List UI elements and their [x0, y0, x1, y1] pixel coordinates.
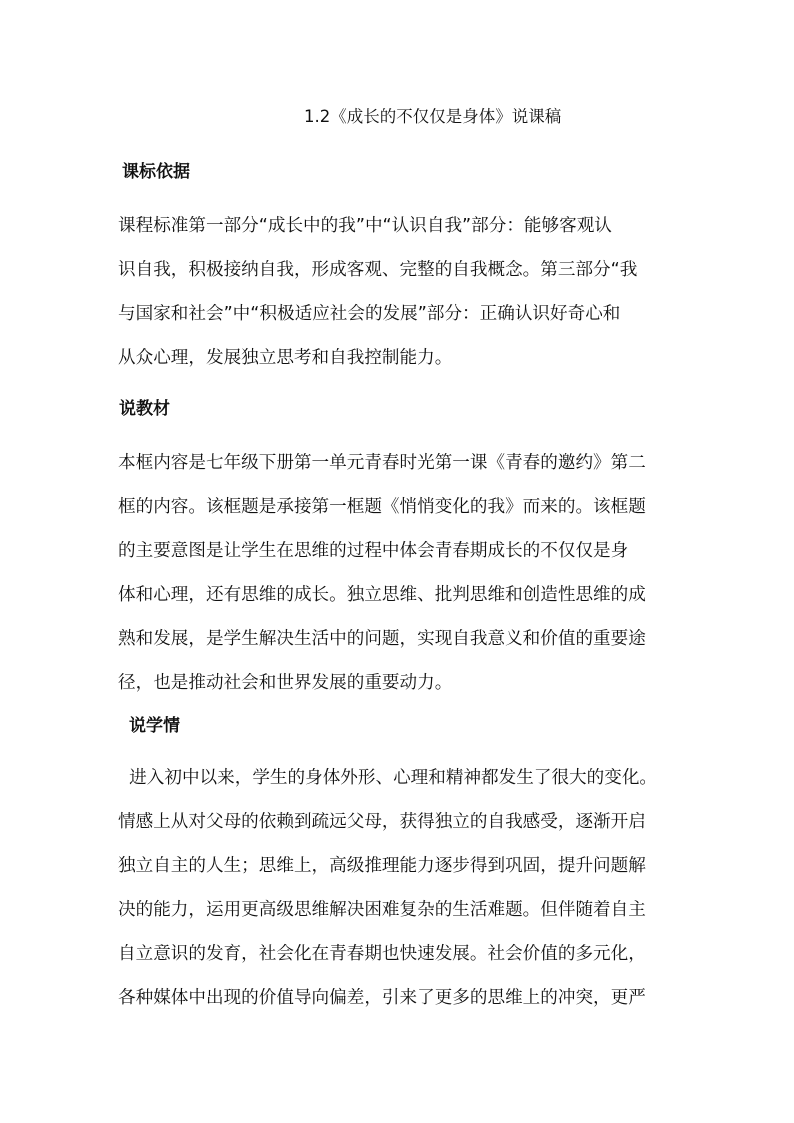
paragraph-line: 本框内容是七年级下册第一单元青春时光第一课《青春的邀约》第二 [118, 453, 646, 473]
paragraph-line: 的主要意图是让学生在思维的过程中体会青春期成长的不仅仅是身 [118, 541, 629, 561]
paragraph-line: 熟和发展，是学生解决生活中的问题，实现自我意义和价值的重要途 [118, 629, 646, 649]
section-body-curriculum-basis [118, 204, 688, 380]
section-heading-textbook: 说教材 [119, 399, 170, 419]
paragraph-line: 体和心理，还有思维的成长。独立思维、批判思维和创造性思维的成 [118, 585, 646, 605]
paragraph-line: 各种媒体中出现的价值导向偏差，引来了更多的思维上的冲突，更严 [118, 988, 646, 1008]
paragraph-line: 情感上从对父母的依赖到疏远父母，获得独立的自我感受，逐渐开启 [118, 812, 646, 832]
paragraph-line: 从众心理，发展独立思考和自我控制能力。 [118, 348, 453, 368]
section-heading-student-analysis: 说学情 [129, 716, 180, 736]
section-heading-curriculum-basis: 课标依据 [122, 162, 190, 182]
section-body-student-analysis [118, 756, 688, 1020]
paragraph-line: 进入初中以来，学生的身体外形、心理和精神都发生了很大的变化。 [118, 768, 658, 788]
paragraph-line: 与国家和社会”中“积极适应社会的发展”部分：正确认识好奇心和 [118, 304, 621, 324]
paragraph-line: 径，也是推动社会和世界发展的重要动力。 [118, 673, 453, 693]
document-title: 1.2《成长的不仅仅是身体》说课稿 [304, 107, 562, 126]
paragraph-line: 独立自主的人生；思维上，高级推理能力逐步得到巩固，提升问题解 [118, 856, 646, 876]
paragraph-line: 框的内容。该框题是承接第一框题《悄悄变化的我》而来的。该框题 [118, 497, 646, 517]
paragraph-line: 自立意识的发育，社会化在青春期也快速发展。社会价值的多元化， [118, 944, 646, 964]
section-body-textbook [118, 441, 688, 705]
paragraph-line: 课程标准第一部分“成长中的我”中“认识自我”部分：能够客观认 [118, 216, 612, 236]
paragraph-line: 决的能力，运用更高级思维解决困难复杂的生活难题。但伴随着自主 [118, 900, 646, 920]
paragraph-line: 识自我，积极接纳自我，形成客观、完整的自我概念。第三部分“我 [118, 260, 638, 280]
